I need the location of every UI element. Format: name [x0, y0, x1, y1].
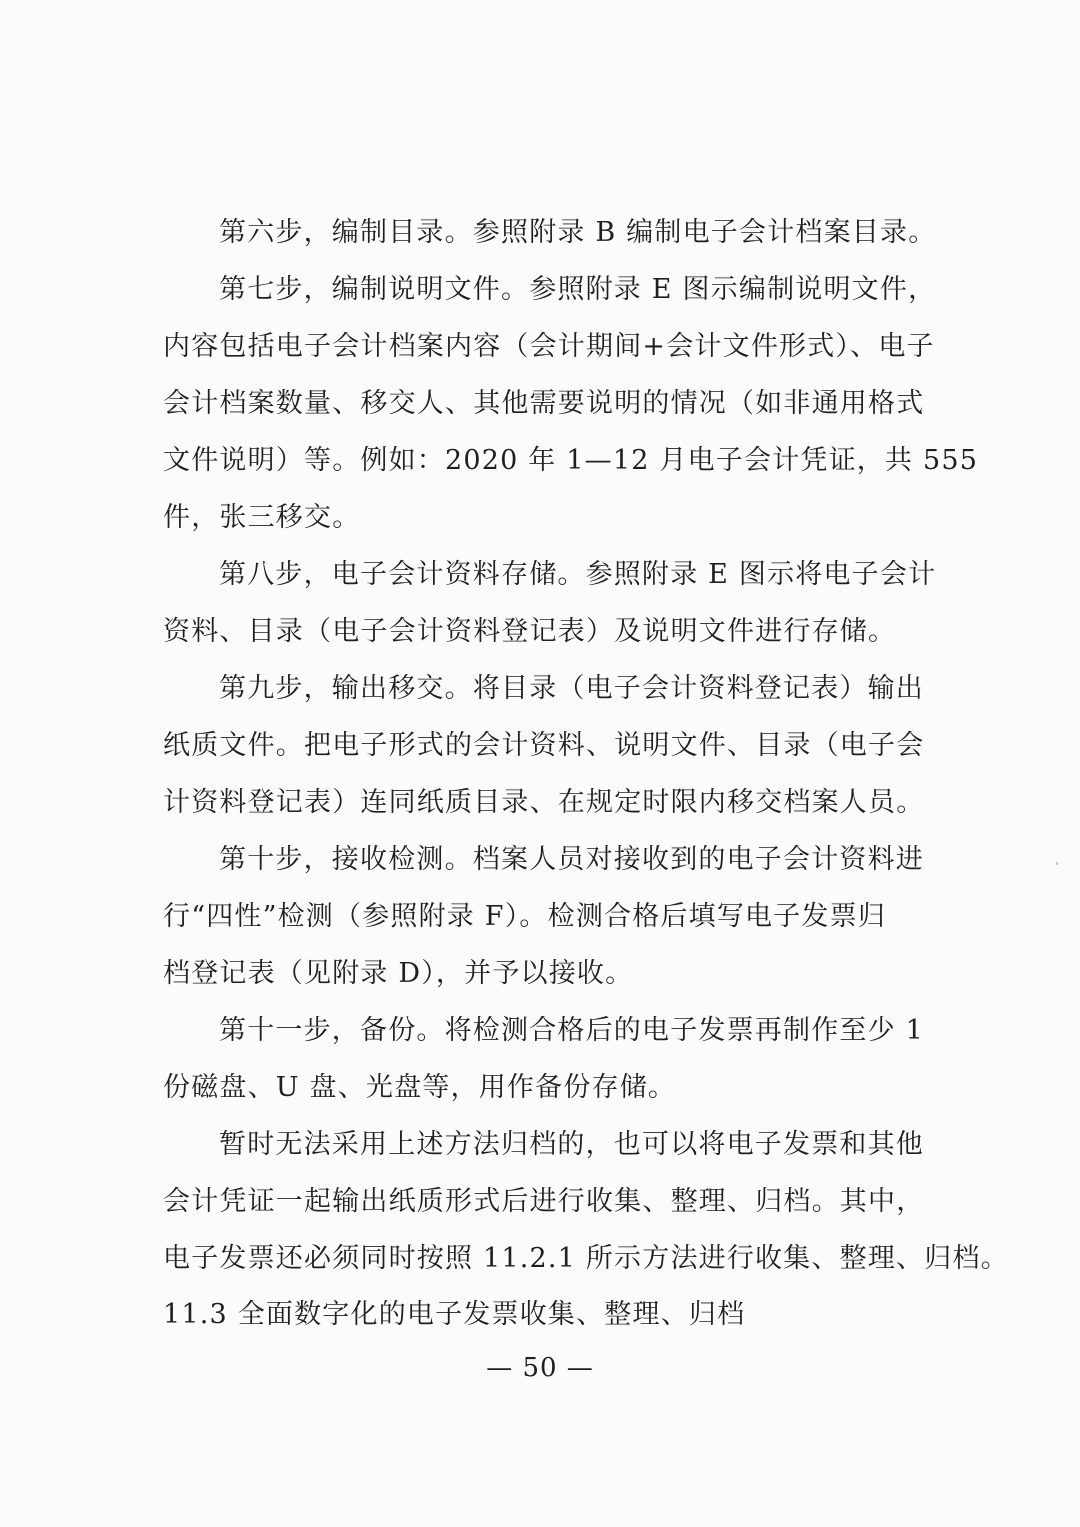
paragraph-step10-line1: 第十步，接收检测。档案人员对接收到的电子会计资料进	[219, 844, 924, 875]
paragraph-step7-line3: 会计档案数量、移交人、其他需要说明的情况（如非通用格式	[163, 388, 925, 419]
paragraph-note-line2: 会计凭证一起输出纸质形式后进行收集、整理、归档。其中，	[163, 1186, 925, 1217]
paragraph-step8-line1: 第八步，电子会计资料存储。参照附录 E 图示将电子会计	[219, 559, 937, 590]
paragraph-step7-line2: 内容包括电子会计档案内容（会计期间+会计文件形式）、电子	[163, 331, 935, 362]
paragraph-step11-line2: 份磁盘、U 盘、光盘等，用作备份存储。	[163, 1072, 677, 1103]
scan-mark	[1056, 862, 1058, 865]
paragraph-step9-line1: 第九步，输出移交。将目录（电子会计资料登记表）输出	[219, 673, 924, 704]
page-number: — 50 —	[486, 1353, 594, 1383]
paragraph-step6-line1: 第六步，编制目录。参照附录 B 编制电子会计档案目录。	[219, 217, 937, 248]
paragraph-step8-line2: 资料、目录（电子会计资料登记表）及说明文件进行存储。	[163, 616, 897, 647]
paragraph-step7-line4: 文件说明）等。例如：2020 年 1—12 月电子会计凭证，共 555	[163, 445, 979, 476]
paragraph-step10-line2: 行“四性”检测（参照附录 F）。检测合格后填写电子发票归	[163, 901, 887, 932]
paragraph-step9-line3: 计资料登记表）连同纸质目录、在规定时限内移交档案人员。	[163, 787, 925, 818]
paragraph-step9-line2: 纸质文件。把电子形式的会计资料、说明文件、目录（电子会	[163, 730, 925, 761]
paragraph-step7-line5: 件，张三移交。	[163, 502, 361, 533]
paragraph-note-line3: 电子发票还必须同时按照 11.2.1 所示方法进行收集、整理、归档。	[163, 1243, 1009, 1274]
paragraph-step7-line1: 第七步，编制说明文件。参照附录 E 图示编制说明文件，	[219, 274, 937, 305]
paragraph-step11-line1: 第十一步，备份。将检测合格后的电子发票再制作至少 1	[219, 1015, 924, 1046]
paragraph-note-line1: 暂时无法采用上述方法归档的，也可以将电子发票和其他	[219, 1129, 924, 1160]
section-heading: 11.3 全面数字化的电子发票收集、整理、归档	[163, 1299, 746, 1330]
paragraph-step10-line3: 档登记表（见附录 D），并予以接收。	[163, 958, 634, 989]
